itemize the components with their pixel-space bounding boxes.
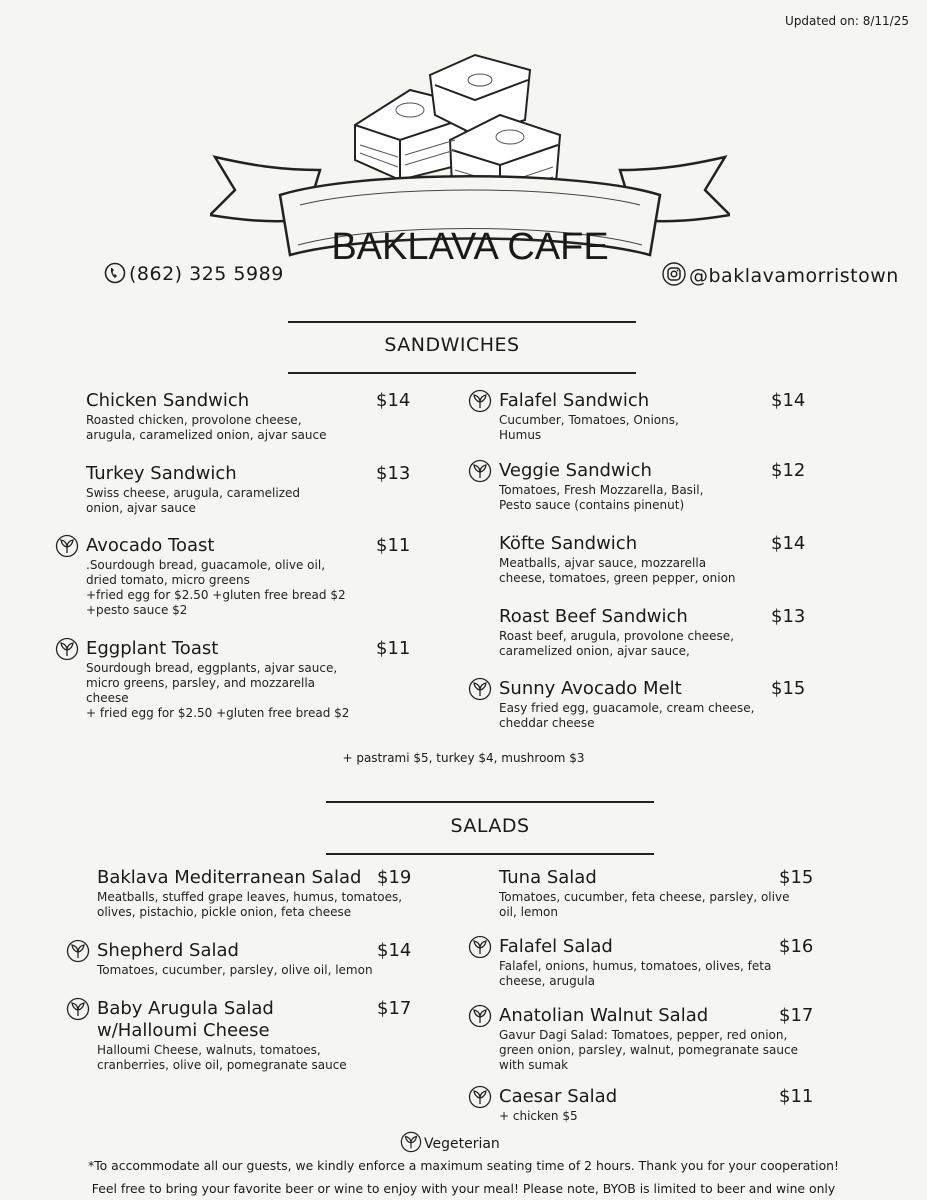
description-line: Swiss cheese, arugula, caramelized <box>86 486 301 500</box>
menu-item <box>86 535 416 618</box>
description-line: Meatballs, stuffed grape leaves, humus, tomatoes, <box>97 890 403 904</box>
menu-item <box>499 1086 839 1124</box>
menu-item <box>97 867 442 920</box>
description-line: arugula, caramelized onion, ajvar sauce <box>86 428 327 442</box>
description-line: Sourdough bread, eggplants, ajvar sauce, <box>86 661 338 675</box>
menu-item <box>499 678 829 731</box>
description-line: caramelized onion, ajvar sauce, <box>499 644 690 658</box>
menu-item <box>97 940 442 978</box>
menu-item-name: Turkey Sandwich <box>86 463 237 484</box>
description-line: Easy fried egg, guacamole, cream cheese, <box>499 701 755 715</box>
menu-item-name: Caesar Salad <box>499 1086 618 1107</box>
description-line: Meatballs, ajvar sauce, mozzarella <box>499 556 707 570</box>
leaf-icon <box>468 677 492 701</box>
menu-item-name: Köfte Sandwich <box>499 533 638 554</box>
description-line: olives, pistachio, pickle onion, feta cheese <box>97 905 352 919</box>
menu-item-name: Baklava Mediterranean Salad <box>97 867 362 888</box>
menu-item <box>499 1005 839 1073</box>
cafe-name: BAKLAVA CAFE <box>331 226 609 268</box>
description-line: cheese, arugula <box>499 974 596 988</box>
menu-item <box>499 606 829 659</box>
divider <box>288 321 636 323</box>
leaf-icon <box>468 1004 492 1028</box>
menu-item-description <box>499 890 839 920</box>
leaf-icon <box>66 997 90 1021</box>
byob-note: Feel free to bring your favorite beer or wine to enjoy with your meal! Please note, BYOB is limited to beer and wine only <box>91 1181 836 1196</box>
menu-item <box>499 533 829 586</box>
menu-item-description <box>86 486 416 516</box>
menu-item-price: $14 <box>771 533 806 554</box>
menu-item-description <box>97 963 442 978</box>
menu-item-name: Falafel Sandwich <box>499 390 650 411</box>
footer-notes <box>0 1154 927 1200</box>
description-line: Roast beef, arugula, provolone cheese, <box>499 629 734 643</box>
menu-item-price: $14 <box>376 390 411 411</box>
menu-item-price: $16 <box>779 936 814 957</box>
leaf-icon <box>468 389 492 413</box>
menu-item-name: Shepherd Salad <box>97 940 239 961</box>
description-line: Pesto sauce (contains pinenut) <box>499 498 685 512</box>
menu-item-name: Falafel Salad <box>499 936 613 957</box>
leaf-icon <box>468 459 492 483</box>
menu-item-name: Veggie Sandwich <box>499 460 652 481</box>
menu-item-price: $14 <box>377 940 412 961</box>
menu-item-price: $11 <box>779 1086 814 1107</box>
menu-item-name: Eggplant Toast <box>86 638 219 659</box>
menu-item-price: $11 <box>376 535 411 556</box>
description-line: onion, ajvar sauce <box>86 501 196 515</box>
menu-item-description <box>499 1028 839 1073</box>
menu-item <box>499 460 829 513</box>
divider <box>326 801 654 803</box>
divider <box>326 853 654 855</box>
sandwich-extras: + pastrami $5, turkey $4, mushroom $3 <box>342 751 585 765</box>
menu-item-description <box>499 556 829 586</box>
menu-item-price: $17 <box>377 998 412 1019</box>
description-line: micro greens, parsley, and mozzarella <box>86 676 316 690</box>
seating-note: *To accommodate all our guests, we kindly enforce a maximum seating time of 2 hours. Thank you for your cooperation! <box>88 1158 839 1173</box>
menu-item-price: $11 <box>376 638 411 659</box>
menu-item-name: Avocado Toast <box>86 535 215 556</box>
description-line: Tomatoes, Fresh Mozzarella, Basil, <box>499 483 704 497</box>
menu-item-price: $13 <box>771 606 806 627</box>
divider <box>288 372 636 374</box>
section-title-sandwiches: SANDWICHES <box>384 334 520 356</box>
leaf-icon <box>468 935 492 959</box>
menu-item <box>499 936 839 989</box>
description-line: Falafel, onions, humus, tomatoes, olives, feta <box>499 959 772 973</box>
description-line: Cucumber, Tomatoes, Onions, <box>499 413 679 427</box>
description-line: + fried egg for $2.50 +gluten free bread $2 <box>86 706 350 720</box>
menu-item-description <box>86 413 416 443</box>
baklava-banner-illustration <box>210 45 730 285</box>
menu-item-description <box>499 1109 839 1124</box>
menu-item-name: Chicken Sandwich <box>86 390 250 411</box>
menu-item <box>97 998 442 1073</box>
menu-item <box>86 638 416 721</box>
menu-item-description <box>97 1043 442 1073</box>
vegetarian-legend: Vegeterian <box>400 1131 500 1153</box>
menu-item-price: $15 <box>771 678 806 699</box>
menu-item-price: $19 <box>377 867 412 888</box>
menu-item-description <box>499 701 829 731</box>
menu-item-price: $12 <box>771 460 806 481</box>
menu-item-description <box>499 959 839 989</box>
menu-item <box>499 390 829 443</box>
description-line: with sumak <box>499 1058 569 1072</box>
leaf-icon <box>55 637 79 661</box>
menu-item-description <box>499 629 829 659</box>
menu-item-price: $17 <box>779 1005 814 1026</box>
instagram-handle[interactable]: @baklavamorristown <box>662 262 899 287</box>
leaf-icon <box>55 534 79 558</box>
menu-item-name: Roast Beef Sandwich <box>499 606 688 627</box>
menu-item-name-line2: w/Halloumi Cheese <box>97 1020 270 1041</box>
section-title-salads: SALADS <box>450 815 530 837</box>
description-line: cheese <box>86 691 129 705</box>
menu-item-description <box>86 558 416 618</box>
description-line: Gavur Dagi Salad: Tomatoes, pepper, red onion, <box>499 1028 788 1042</box>
menu-item-name: Baby Arugula Salad <box>97 998 274 1019</box>
phone-number[interactable]: (862) 325 5989 <box>104 262 284 285</box>
menu-item-description <box>97 890 442 920</box>
description-line: .Sourdough bread, guacamole, olive oil, <box>86 558 326 572</box>
menu-item <box>86 463 416 516</box>
description-line: Halloumi Cheese, walnuts, tomatoes, <box>97 1043 321 1057</box>
menu-item <box>86 390 416 443</box>
leaf-icon <box>400 1136 424 1152</box>
menu-item-name: Sunny Avocado Melt <box>499 678 682 699</box>
description-line: Humus <box>499 428 542 442</box>
description-line: +fried egg for $2.50 +gluten free bread $2 <box>86 588 346 602</box>
menu-item-price: $15 <box>779 867 814 888</box>
menu-item-name: Anatolian Walnut Salad <box>499 1005 709 1026</box>
menu-item-price: $14 <box>771 390 806 411</box>
menu-item-name: Tuna Salad <box>499 867 597 888</box>
menu-item-description <box>499 483 829 513</box>
updated-date: Updated on: 8/11/25 <box>785 14 909 28</box>
description-line: cranberries, olive oil, pomegranate sauce <box>97 1058 347 1072</box>
leaf-icon <box>468 1085 492 1109</box>
leaf-icon <box>66 939 90 963</box>
instagram-icon <box>662 262 686 286</box>
menu-item-price: $13 <box>376 463 411 484</box>
menu-item-description <box>86 661 416 721</box>
phone-icon <box>104 262 126 284</box>
description-line: Tomatoes, cucumber, parsley, olive oil, lemon <box>97 963 373 977</box>
description-line: dried tomato, micro greens <box>86 573 250 587</box>
description-line: Tomatoes, cucumber, feta cheese, parsley, olive <box>499 890 790 904</box>
description-line: cheddar cheese <box>499 716 595 730</box>
description-line: Roasted chicken, provolone cheese, <box>86 413 302 427</box>
description-line: +pesto sauce $2 <box>86 603 188 617</box>
menu-item <box>499 867 839 920</box>
description-line: cheese, tomatoes, green pepper, onion <box>499 571 736 585</box>
description-line: + chicken $5 <box>499 1109 578 1123</box>
menu-item-description <box>499 413 829 443</box>
description-line: green onion, parsley, walnut, pomegranate sauce <box>499 1043 798 1057</box>
description-line: oil, lemon <box>499 905 558 919</box>
